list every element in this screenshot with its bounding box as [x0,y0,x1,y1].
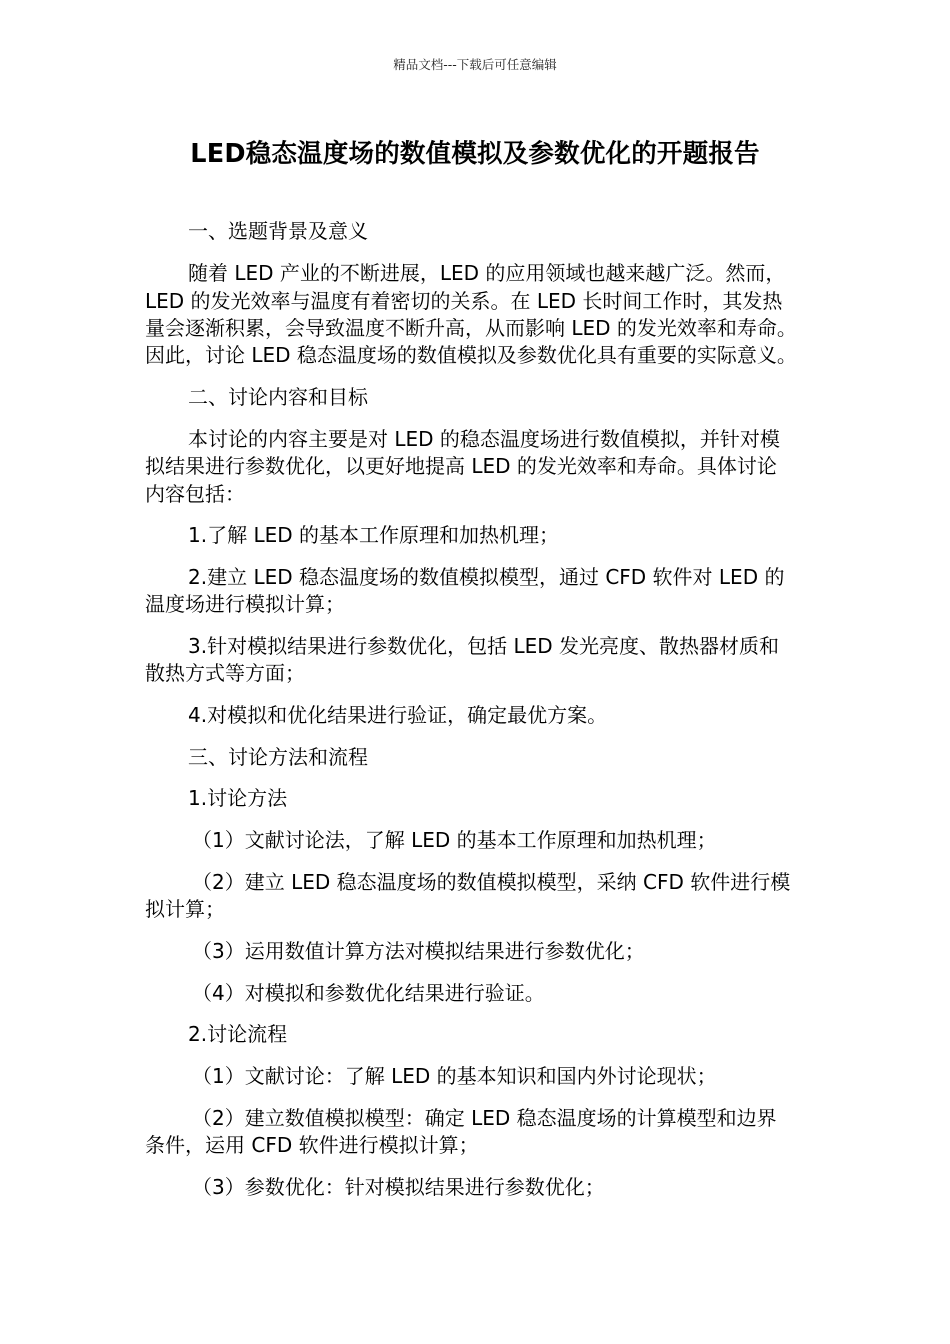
paragraph-line: 内容包括： [145,482,245,506]
paragraph-line: 本讨论的内容主要是对 LED 的稳态温度场进行数值模拟，并针对模 [188,427,780,451]
list-item: 2.建立 LED 稳态温度场的数值模拟模型，通过 CFD 软件对 LED 的 [188,565,785,589]
subsection-heading: 2.讨论流程 [188,1022,288,1046]
list-item-continuation: 温度场进行模拟计算； [145,592,345,616]
list-item: （4）对模拟和参数优化结果进行验证。 [192,981,545,1005]
paragraph-line: 拟结果进行参数优化，以更好地提高 LED 的发光效率和寿命。具体讨论 [145,454,777,478]
paragraph-line: 随着 LED 产业的不断进展，LED 的应用领域也越来越广泛。然而， [188,261,786,285]
section-heading-2: 二、讨论内容和目标 [188,385,368,409]
list-item: 1.了解 LED 的基本工作原理和加热机理； [188,523,559,547]
document-title: LED稳态温度场的数值模拟及参数优化的开题报告 [190,139,760,169]
list-item-continuation: 拟计算； [145,897,225,921]
list-item: 4.对模拟和优化结果进行验证，确定最优方案。 [188,703,608,727]
list-item: （1）文献讨论：了解 LED 的基本知识和国内外讨论现状； [192,1064,717,1088]
list-item: （3）运用数值计算方法对模拟结果进行参数优化； [192,939,645,963]
list-item: （1）文献讨论法，了解 LED 的基本工作原理和加热机理； [192,828,717,852]
paragraph-line: 量会逐渐积累，会导致温度不断升高，从而影响 LED 的发光效率和寿命。 [145,316,797,340]
list-item: （3）参数优化：针对模拟结果进行参数优化； [192,1175,605,1199]
page-header: 精品文档---下载后可任意编辑 [393,57,557,72]
paragraph-line: 因此，讨论 LED 稳态温度场的数值模拟及参数优化具有重要的实际意义。 [145,343,797,367]
list-item: 3.针对模拟结果进行参数优化，包括 LED 发光亮度、散热器材质和 [188,634,779,658]
section-heading-1: 一、选题背景及意义 [188,219,368,243]
subsection-heading: 1.讨论方法 [188,786,288,810]
list-item-continuation: 条件，运用 CFD 软件进行模拟计算； [145,1133,479,1157]
list-item: （2）建立 LED 稳态温度场的数值模拟模型，采纳 CFD 软件进行模 [192,870,791,894]
list-item: （2）建立数值模拟模型：确定 LED 稳态温度场的计算模型和边界 [192,1106,777,1130]
section-heading-3: 三、讨论方法和流程 [188,745,368,769]
list-item-continuation: 散热方式等方面； [145,661,305,685]
paragraph-line: LED 的发光效率与温度有着密切的关系。在 LED 长时间工作时，其发热 [145,289,783,313]
